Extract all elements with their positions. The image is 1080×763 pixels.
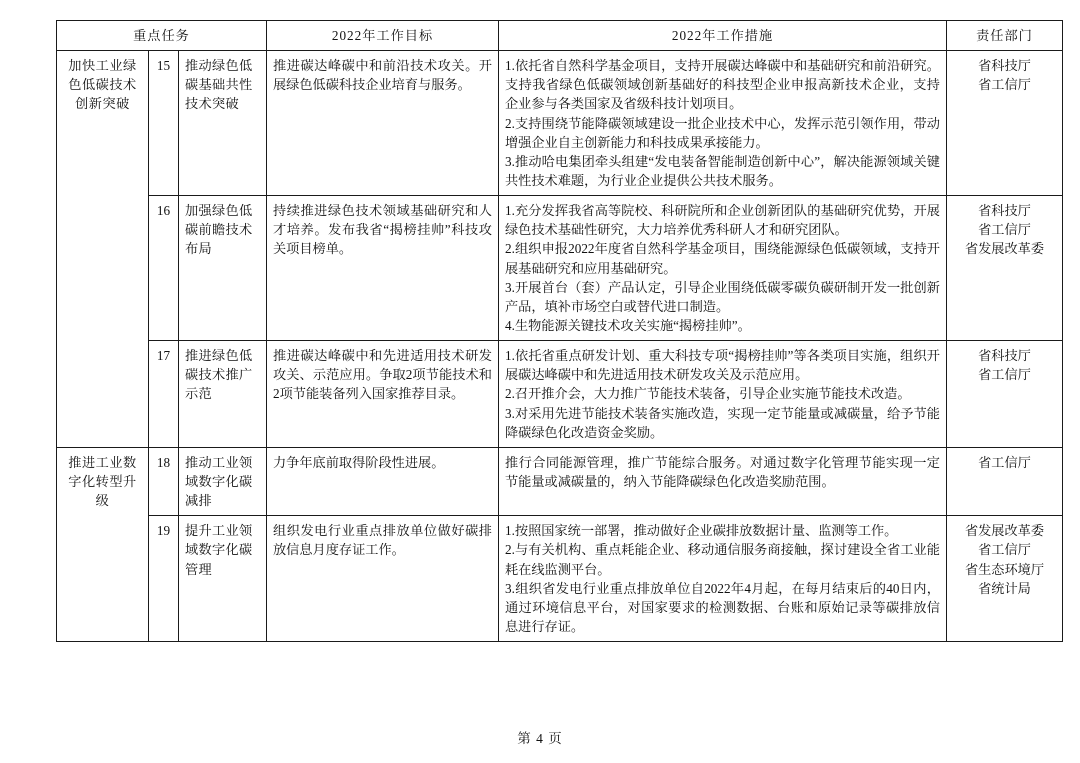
task-name: 推动绿色低碳基础共性技术突破 bbox=[179, 51, 267, 196]
department-list bbox=[947, 447, 1063, 515]
department-item: 省发展改革委 bbox=[964, 241, 1045, 257]
measure-item: 1.充分发挥我省高等院校、科研院所和企业创新团队的基础研究优势，开展绿色技术基础性研究，大力培养优秀科研人才和研究团队。 bbox=[505, 203, 940, 238]
department-item: 省科技厅 bbox=[978, 203, 1031, 219]
department-list bbox=[947, 516, 1063, 642]
goal-text: 组织发电行业重点排放单位做好碳排放信息月度存证工作。 bbox=[267, 516, 499, 642]
task-name: 推动工业领域数字化碳减排 bbox=[179, 447, 267, 515]
measures-list bbox=[499, 516, 947, 642]
department-item: 省科技厅 bbox=[978, 58, 1031, 74]
department-item: 省工信厅 bbox=[978, 367, 1031, 383]
goal-text: 力争年底前取得阶段性进展。 bbox=[267, 447, 499, 515]
row-number: 19 bbox=[149, 516, 179, 642]
task-name: 提升工业领域数字化碳管理 bbox=[179, 516, 267, 642]
table-header-row bbox=[57, 21, 1063, 51]
measure-item: 1.依托省重点研发计划、重大科技专项“揭榜挂帅”等各类项目实施，组织开展碳达峰碳中和先进适用技术研发攻关及示范应用。 bbox=[505, 348, 940, 383]
row-number: 15 bbox=[149, 51, 179, 196]
department-item: 省统计局 bbox=[978, 580, 1031, 596]
measure-item: 3.推动哈电集团牵头组建“发电装备智能制造创新中心”，解决能源领域关键共性技术难题，为行业企业提供公共技术服务。 bbox=[505, 153, 940, 188]
work-plan-table bbox=[56, 20, 1063, 642]
department-item: 省工信厅 bbox=[978, 222, 1031, 238]
table-row bbox=[57, 196, 1063, 341]
header-responsible-dept: 责任部门 bbox=[947, 21, 1063, 51]
measure-item: 3.对采用先进节能技术装备实施改造，实现一定节能量或减碳量，给予节能降碳绿色化改造资金奖励。 bbox=[505, 405, 940, 440]
row-number: 18 bbox=[149, 447, 179, 515]
measure-item: 2.召开推介会，大力推广节能技术装备，引导企业实施节能技术改造。 bbox=[505, 386, 911, 402]
group-name-cell: 推进工业数字化转型升级 bbox=[57, 447, 149, 641]
table-row bbox=[57, 51, 1063, 196]
row-number: 16 bbox=[149, 196, 179, 341]
measure-item: 1.按照国家统一部署，推动做好企业碳排放数据计量、监测等工作。 bbox=[505, 523, 898, 539]
table-row bbox=[57, 516, 1063, 642]
row-number: 17 bbox=[149, 341, 179, 448]
measure-item: 1.依托省自然科学基金项目，支持开展碳达峰碳中和基础研究和前沿研究。支持我省绿色低碳领域创新基础好的科技型企业申报高新技术企业，支持企业参与各类国家及省级科技计划项目。 bbox=[505, 58, 940, 112]
measure-item: 3.开展首台（套）产品认定，引导企业围绕低碳零碳负碳研制开发一批创新产品，填补市场空白或替代进口制造。 bbox=[505, 279, 940, 314]
header-key-task: 重点任务 bbox=[57, 21, 267, 51]
goal-text: 推进碳达峰碳中和前沿技术攻关。开展绿色低碳科技企业培育与服务。 bbox=[267, 51, 499, 196]
department-item: 省工信厅 bbox=[978, 542, 1031, 558]
department-item: 省生态环境厅 bbox=[964, 561, 1045, 577]
goal-text: 推进碳达峰碳中和先进适用技术研发攻关、示范应用。争取2项节能技术和2项节能装备列入国家推荐目录。 bbox=[267, 341, 499, 448]
page-footer: 第 4 页 bbox=[517, 731, 563, 746]
header-measures-2022: 2022年工作措施 bbox=[499, 21, 947, 51]
measure-item: 2.组织申报2022年度省自然科学基金项目，围绕能源绿色低碳领域，支持开展基础研究和应用基础研究。 bbox=[505, 241, 940, 276]
group-name-cell: 加快工业绿色低碳技术创新突破 bbox=[57, 51, 149, 448]
measure-item: 4.生物能源关键技术攻关实施“揭榜挂帅”。 bbox=[505, 317, 751, 333]
department-item: 省科技厅 bbox=[978, 348, 1031, 364]
goal-text: 持续推进绿色技术领域基础研究和人才培养。发布我省“揭榜挂帅”科技攻关项目榜单。 bbox=[267, 196, 499, 341]
task-name: 加强绿色低碳前瞻技术布局 bbox=[179, 196, 267, 341]
department-item: 省工信厅 bbox=[978, 77, 1031, 93]
department-list bbox=[947, 196, 1063, 341]
table-row bbox=[57, 341, 1063, 448]
measure-item: 3.组织省发电行业重点排放单位自2022年4月起，在每月结束后的40日内，通过环境信息平台，对国家要求的检测数据、台账和原始记录等碳排放信息进行存证。 bbox=[505, 580, 940, 634]
measure-item: 推行合同能源管理，推广节能综合服务。对通过数字化管理节能实现一定节能量或减碳量的，纳入节能降碳绿色化改造奖励范围。 bbox=[505, 454, 940, 489]
department-list bbox=[947, 51, 1063, 196]
department-list bbox=[947, 341, 1063, 448]
department-item: 省工信厅 bbox=[978, 454, 1031, 470]
measures-list bbox=[499, 51, 947, 196]
department-item: 省发展改革委 bbox=[964, 523, 1045, 539]
table-row bbox=[57, 447, 1063, 515]
header-goal-2022: 2022年工作目标 bbox=[267, 21, 499, 51]
measure-item: 2.与有关机构、重点耗能企业、移动通信服务商接触，探讨建设全省工业能耗在线监测平台。 bbox=[505, 542, 940, 577]
measures-list bbox=[499, 196, 947, 341]
task-name: 推进绿色低碳技术推广示范 bbox=[179, 341, 267, 448]
measures-list bbox=[499, 341, 947, 448]
measures-list bbox=[499, 447, 947, 515]
measure-item: 2.支持围绕节能降碳领域建设一批企业技术中心，发挥示范引领作用，带动增强企业自主创新能力和科技成果承接能力。 bbox=[505, 115, 940, 150]
